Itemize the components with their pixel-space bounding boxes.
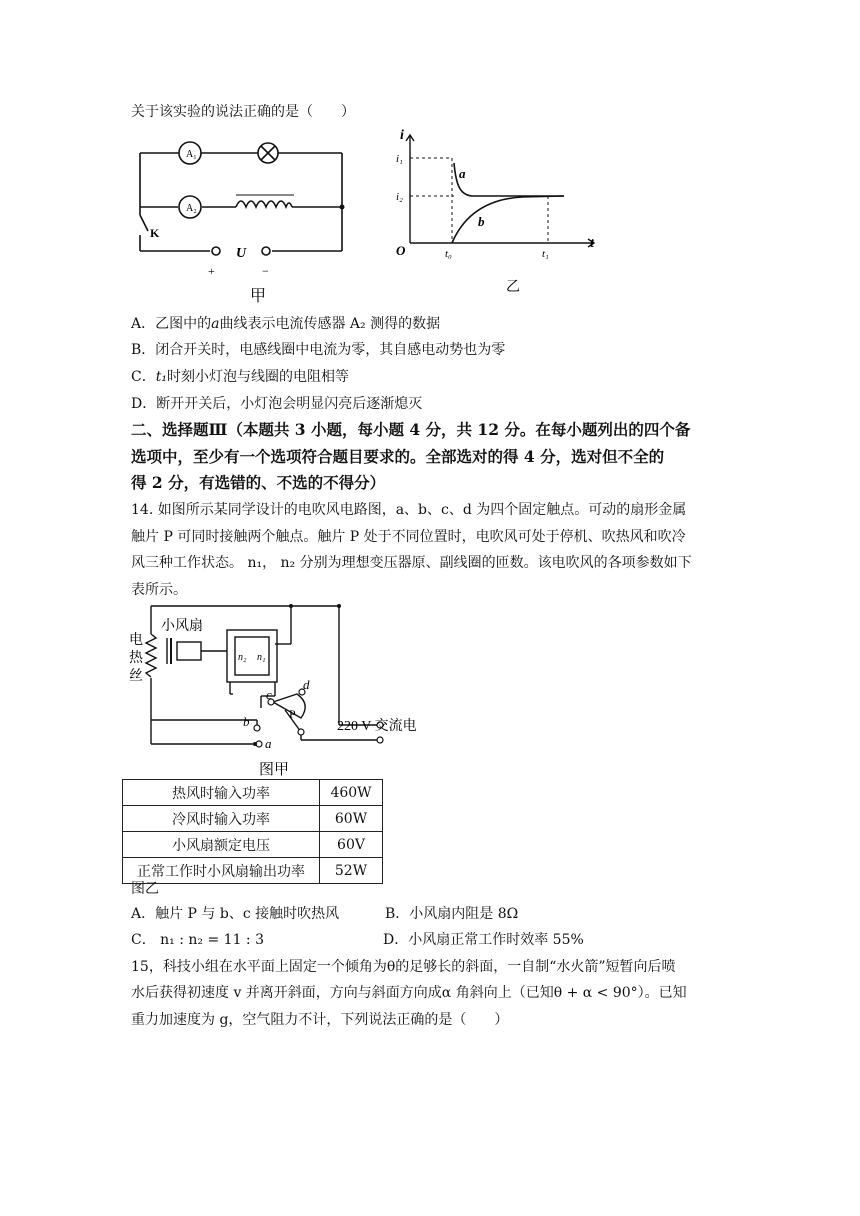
- heater-label-3: 丝: [129, 669, 143, 684]
- t-axis-label: t: [590, 236, 594, 251]
- q14-line3: 风三种工作状态。 n₁， n₂ 分别为理想变压器原、副线圈的匝数。该电吹风的各项参数如下: [131, 555, 692, 571]
- table-row: [123, 780, 383, 806]
- contact-b-label: b: [243, 714, 250, 729]
- table-caption: 图乙: [131, 881, 159, 897]
- q13-option-c: C．t₁时刻小灯泡与线圈的电阻相等: [131, 369, 349, 385]
- q15-line2: 水后获得初速度 v 并离开斜面，方向与斜面方向成α 角斜向上（已知θ + α < 90°）。已知: [131, 985, 687, 1001]
- figure-yi-graph: [392, 125, 607, 295]
- q13-option-a: A．乙图中的a曲线表示电流传感器 A₂ 测得的数据: [131, 316, 441, 332]
- q13-option-b: B．闭合开关时，电感线圈中电流为零，其自感电动势也为零: [131, 342, 506, 358]
- n2-label: n₂: [238, 652, 247, 663]
- q13-option-d: D．断开开关后，小灯泡会明显闪亮后逐渐熄灭: [131, 396, 423, 412]
- table-cell-label: 小风扇额定电压: [123, 832, 320, 858]
- table-cell-label: 正常工作时小风扇输出功率: [123, 858, 320, 884]
- i2-label: i₂: [396, 191, 403, 203]
- parameter-table: [122, 779, 383, 884]
- q14-option-c: C． n₁ : n₂ = 11 : 3: [131, 932, 265, 948]
- t0-label: t₀: [445, 248, 452, 260]
- curve-a: [454, 163, 564, 196]
- q14-option-a: A．触片 P 与 b、c 接触时吹热风: [131, 906, 340, 922]
- section-header-line1: 二、选择题Ⅲ（本题共 3 小题，每小题 4 分，共 12 分。在每小题列出的四个备: [131, 420, 691, 439]
- heater-label-1: 电: [129, 633, 143, 648]
- q14-line1: 14. 如图所示某同学设计的电吹风电路图，a、b、c、d 为四个固定触点。可动的扇形金属: [131, 502, 687, 518]
- ammeter-a2-label: A₂: [186, 203, 197, 214]
- voltage-u-label: U: [236, 246, 247, 261]
- table-row: [123, 806, 383, 832]
- table-cell-value: 60V: [320, 832, 383, 858]
- figure-yi-caption: 乙: [506, 280, 520, 295]
- table-row: [123, 832, 383, 858]
- source-label: 220 V 交流电: [337, 719, 417, 734]
- q14-option-d: D．小风扇正常工作时效率 55%: [383, 932, 584, 948]
- table-cell-value: 460W: [320, 780, 383, 806]
- section-header-line3: 得 2 分，有选错的、不选的不得分）: [131, 473, 386, 492]
- q15-line1: 15，科技小组在水平面上固定一个倾角为θ的足够长的斜面，一自制“水火箭”短暂向后喷: [131, 959, 676, 975]
- curve-b-label: b: [478, 214, 485, 229]
- table-row: [123, 858, 383, 884]
- table-cell-label: 冷风时输入功率: [123, 806, 320, 832]
- curve-b: [452, 196, 564, 243]
- contact-d-label: d: [303, 677, 310, 692]
- section-header-line2: 选项中，至少有一个选项符合题目要求的。全部选对的得 4 分，选对但不全的: [131, 447, 665, 466]
- fan-label: 小风扇: [161, 619, 203, 634]
- minus-label: −: [262, 264, 269, 278]
- table-cell-value: 52W: [320, 858, 383, 884]
- curve-a-label: a: [459, 166, 466, 181]
- q14-option-b: B．小风扇内阻是 8Ω: [385, 906, 519, 922]
- plus-label: +: [208, 264, 215, 278]
- i1-label: i₁: [396, 153, 403, 165]
- figure-hairdryer-circuit: [125, 600, 435, 780]
- question-intro: 关于该实验的说法正确的是（ ）: [131, 104, 355, 120]
- figure-jia-caption: 甲: [250, 288, 267, 305]
- t1-label: t₁: [542, 248, 549, 260]
- switch-k-label: K: [150, 226, 160, 240]
- contact-p-label: P: [289, 707, 296, 721]
- n1-label: n₁: [257, 652, 266, 663]
- figure-circuit-caption: 图甲: [259, 762, 290, 778]
- figure-jia-circuit: [128, 125, 358, 310]
- origin-label: O: [396, 243, 406, 258]
- q15-line3: 重力加速度为 g，空气阻力不计，下列说法正确的是（ ）: [131, 1012, 509, 1028]
- heater-label-2: 热: [129, 651, 143, 666]
- q14-line4: 表所示。: [131, 582, 187, 598]
- contact-a-label: a: [265, 736, 272, 751]
- contact-c-label: c: [266, 687, 272, 702]
- table-cell-label: 热风时输入功率: [123, 780, 320, 806]
- q14-line2: 触片 P 可同时接触两个触点。触片 P 处于不同位置时，电吹风可处于停机、吹热风和吹冷: [131, 529, 686, 545]
- table-cell-value: 60W: [320, 806, 383, 832]
- ammeter-a1-label: A₁: [186, 149, 197, 160]
- i-axis-label: i: [400, 128, 404, 143]
